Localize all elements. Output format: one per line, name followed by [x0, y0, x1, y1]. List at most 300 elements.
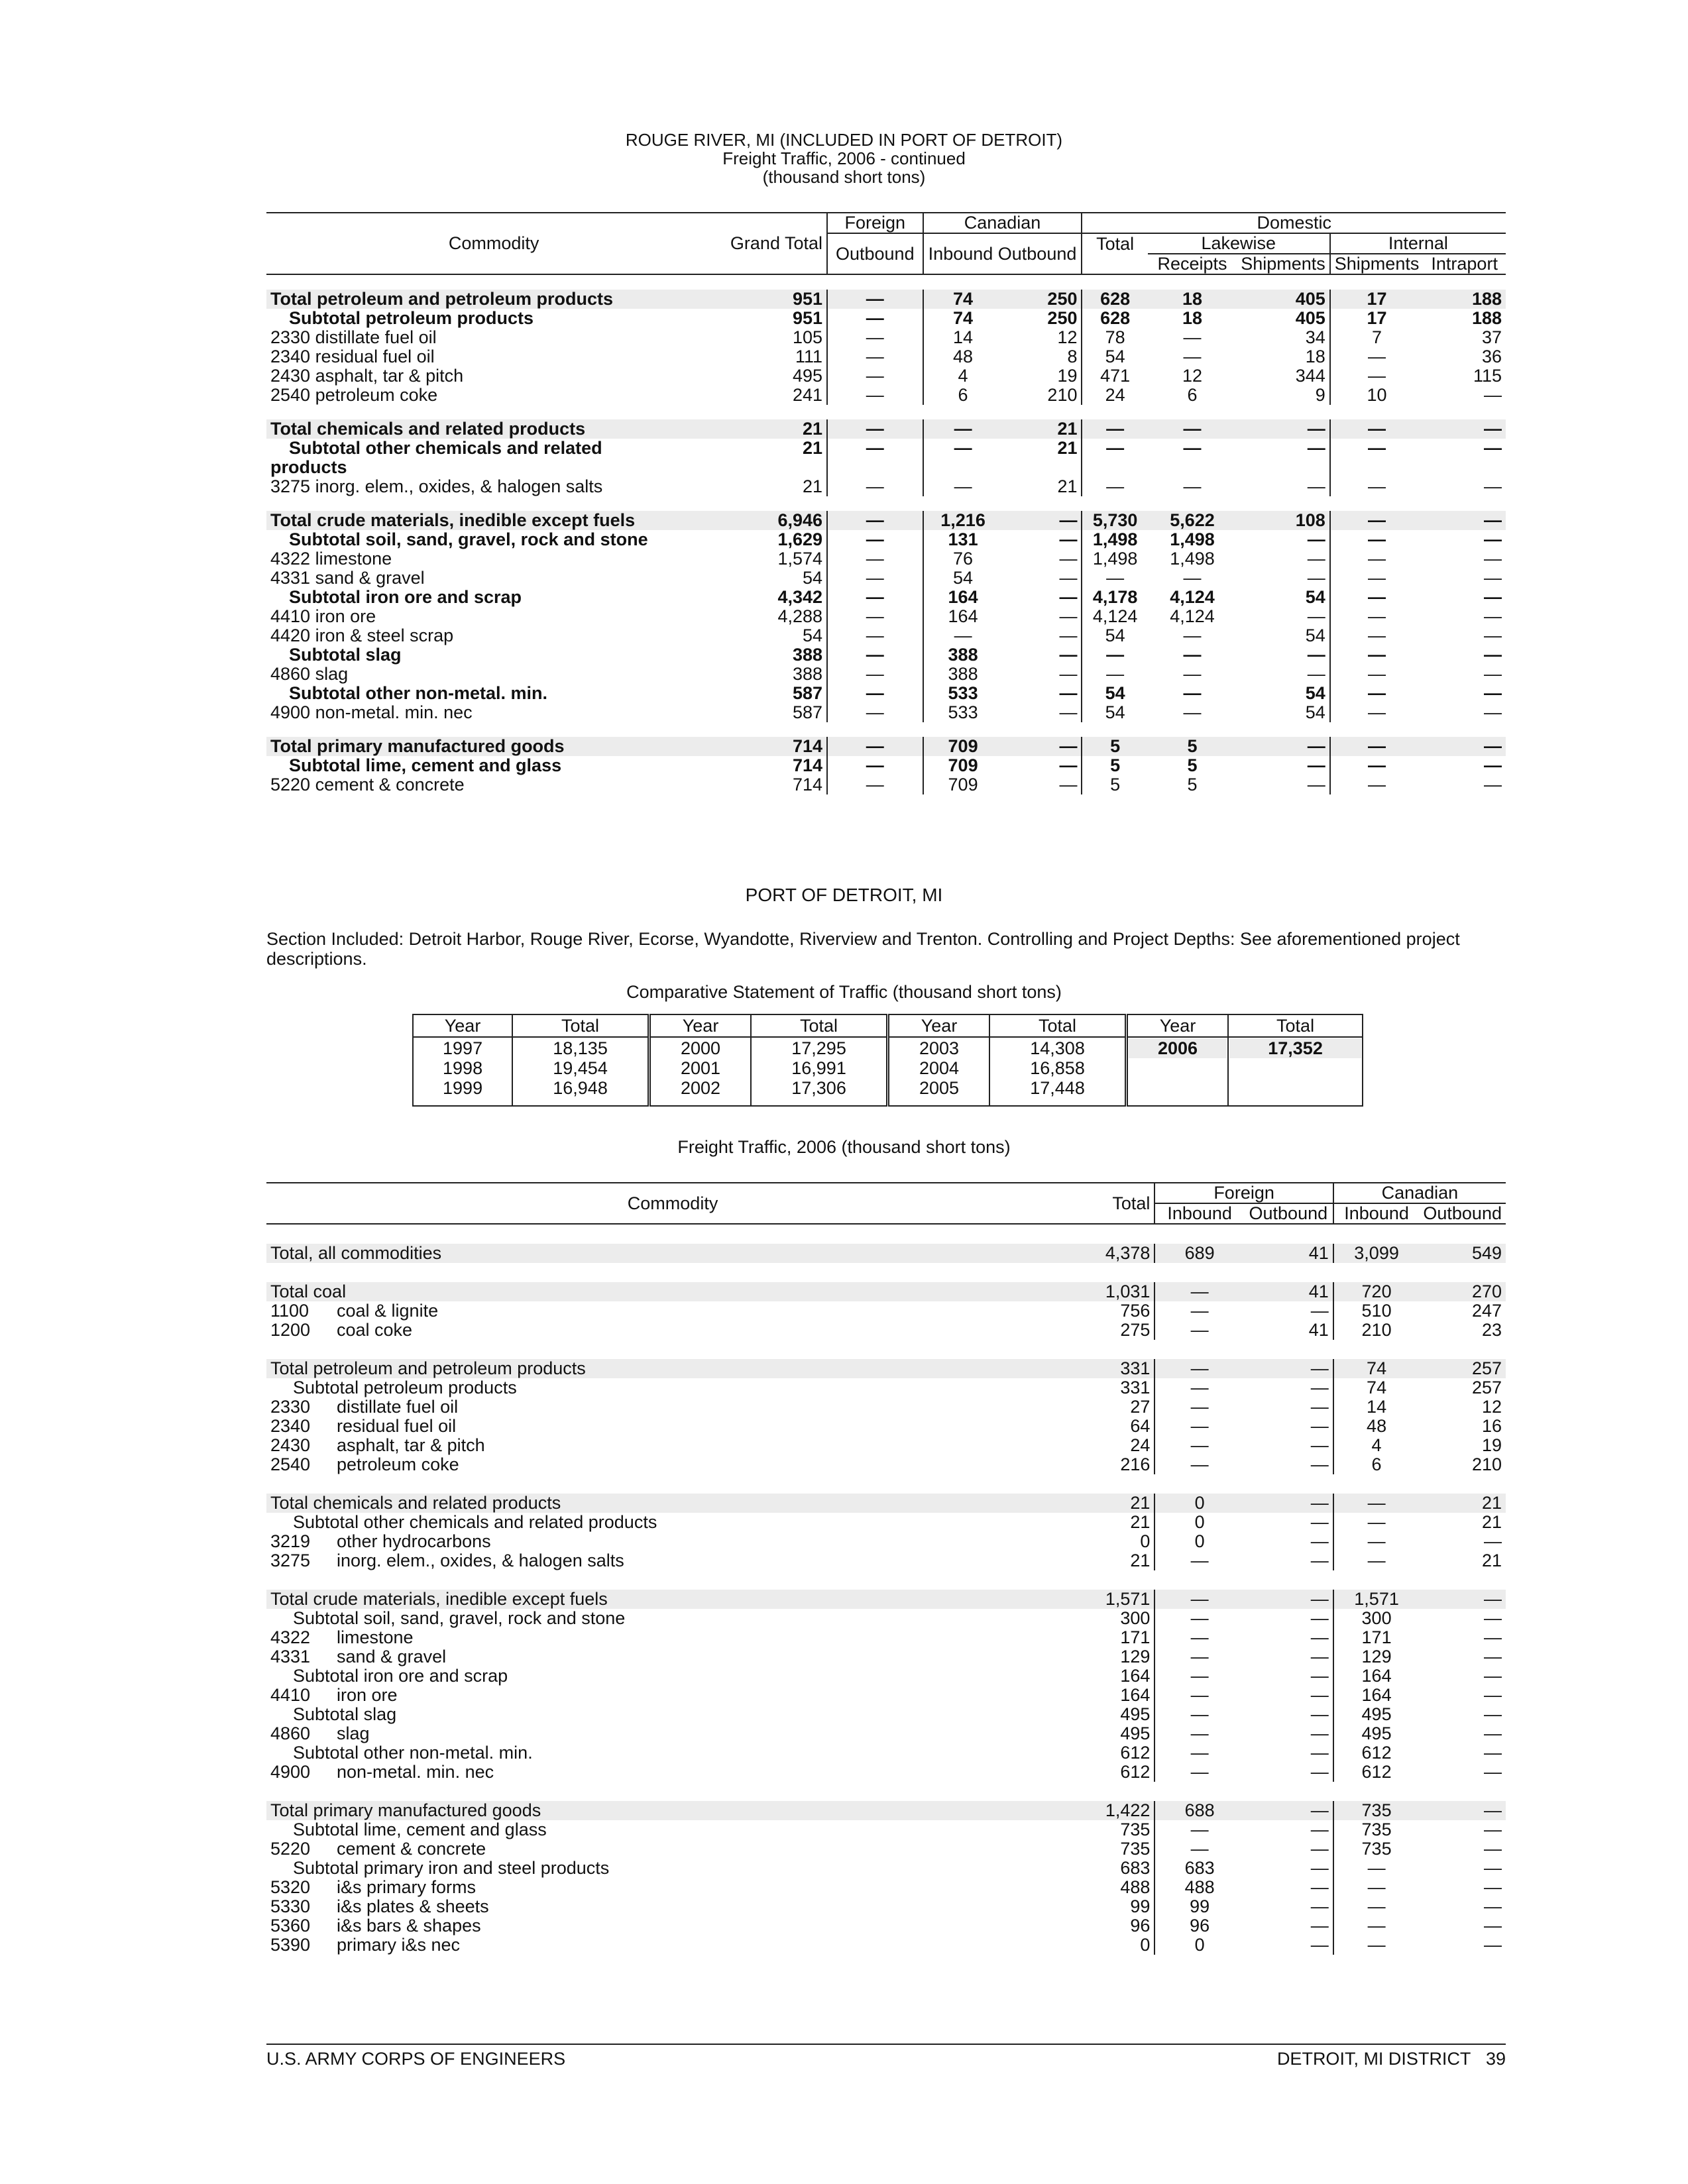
commodity-code: 5320	[270, 1877, 311, 1897]
value-cell: —	[1154, 1417, 1243, 1436]
commodity-label: products	[270, 457, 347, 477]
spacer-row	[266, 1570, 1506, 1590]
value-cell: —	[1330, 419, 1424, 439]
rouge-units: (thousand short tons)	[762, 167, 926, 187]
rouge-subtitle: Freight Traffic, 2006 - continued	[722, 148, 966, 168]
value-cell: —	[1484, 476, 1502, 496]
table-row	[266, 1417, 1506, 1436]
value-cell: 64	[1130, 1416, 1151, 1436]
value-cell: —	[1183, 327, 1202, 347]
value-cell: —	[1484, 1762, 1502, 1782]
value-cell: —	[1059, 645, 1078, 665]
commodity-label: 2340 residual fuel oil	[270, 347, 435, 366]
value-cell: —	[1484, 1839, 1502, 1859]
value-cell: —	[1310, 1820, 1329, 1839]
header-domestic: Domestic	[1082, 213, 1506, 233]
header-domestic-total: Total	[1082, 233, 1147, 254]
value-cell: —	[1333, 1513, 1420, 1532]
value-cell: 4,124	[1170, 587, 1215, 607]
table-row	[266, 1743, 1506, 1763]
value-cell: —	[827, 366, 923, 386]
value-cell: 533	[923, 684, 1003, 703]
value-cell: —	[1154, 1282, 1243, 1301]
value-cell: —	[1310, 1896, 1329, 1916]
commodity-code: 3219	[270, 1531, 311, 1551]
value-cell: —	[1154, 1397, 1243, 1417]
value-cell: 714	[792, 775, 823, 794]
commodity-name: Subtotal other non-metal. min.	[293, 1743, 533, 1763]
value-cell: —	[1310, 1627, 1329, 1647]
value-cell: —	[1154, 1705, 1243, 1724]
value-cell: 405	[1237, 290, 1330, 309]
value-cell: 18	[1182, 308, 1203, 328]
commodity-label	[266, 1820, 1079, 1839]
value-cell: 0	[1154, 1513, 1243, 1532]
value-cell: 275	[1120, 1320, 1151, 1340]
value-cell: —	[1330, 665, 1424, 684]
value-cell: —	[827, 626, 923, 645]
table-row	[266, 1859, 1506, 1878]
value-cell: 23	[1481, 1320, 1502, 1340]
value-cell: 471	[1082, 366, 1147, 386]
value-cell: —	[1484, 1877, 1502, 1897]
commodity-label	[266, 1494, 1079, 1513]
cmp-header-total: Total	[512, 1014, 649, 1037]
cmp-totals: 17,295 16,991 17,306	[751, 1037, 887, 1106]
value-cell: —	[1484, 1666, 1502, 1686]
value-cell: —	[1310, 1877, 1329, 1897]
commodity-name: i&s primary forms	[337, 1877, 477, 1897]
value-cell: 131	[923, 530, 1003, 549]
cmp-years: 2006	[1126, 1037, 1228, 1106]
value-cell: —	[1484, 1858, 1502, 1878]
section-included-text: Section Included: Detroit Harbor, Rouge River, Ecorse, Wyandotte, Riverview and Trenton. Controlling and Project Depths: See aforementioned project descriptions.	[266, 929, 1460, 969]
commodity-code: 1200	[270, 1320, 311, 1340]
value-cell: 96	[1154, 1916, 1243, 1936]
table-row	[266, 1551, 1506, 1570]
table-row	[266, 1686, 1506, 1705]
value-cell: 4	[1333, 1436, 1420, 1455]
value-cell: —	[1310, 1935, 1329, 1955]
commodity-label: 4860 slag	[270, 664, 349, 684]
commodity-label: Subtotal slag	[289, 645, 402, 665]
commodity-name: Total petroleum and petroleum products	[270, 1358, 586, 1378]
value-cell: 164	[1120, 1666, 1151, 1686]
cmp-header-total: Total	[751, 1014, 887, 1037]
commodity-label	[266, 1321, 1079, 1340]
value-cell: —	[1333, 1551, 1420, 1570]
value-cell: 171	[1120, 1627, 1151, 1647]
cmp-totals: 17,352	[1228, 1037, 1363, 1106]
value-cell: —	[1330, 703, 1424, 722]
header-canadian: Canadian	[923, 213, 1082, 233]
value-cell: 188	[1423, 290, 1506, 309]
freight-header-canadian-inbound: Inbound	[1333, 1203, 1420, 1224]
value-cell: —	[1082, 645, 1147, 665]
value-cell: 19	[1057, 366, 1078, 386]
value-cell: 1,498	[1082, 549, 1147, 569]
value-cell: 388	[923, 645, 1003, 665]
value-cell	[1003, 458, 1082, 477]
commodity-code: 4331	[270, 1647, 311, 1666]
commodity-label	[266, 1936, 1079, 1955]
page-number: 39	[1485, 2049, 1506, 2069]
commodity-label: 5220 cement & concrete	[270, 775, 465, 794]
commodity-name: Total chemicals and related products	[270, 1493, 561, 1513]
commodity-name: Subtotal soil, sand, gravel, rock and stone	[293, 1608, 626, 1628]
header-foreign-outbound: Outbound	[827, 233, 923, 274]
table-row	[266, 588, 1506, 607]
value-cell: 21	[1419, 1494, 1506, 1513]
commodity-code: 4860	[270, 1723, 311, 1743]
commodity-label	[266, 1436, 1079, 1455]
value-cell: 48	[1333, 1417, 1420, 1436]
commodity-code: 4900	[270, 1762, 311, 1782]
value-cell: —	[1183, 626, 1202, 645]
value-cell: —	[1310, 1454, 1329, 1474]
value-cell: —	[1484, 587, 1502, 607]
value-cell: 612	[1120, 1743, 1151, 1763]
table-row	[266, 684, 1506, 703]
table-row	[266, 1666, 1506, 1686]
value-cell: 24	[1082, 386, 1147, 405]
value-cell: 21	[721, 419, 827, 439]
value-cell: 21	[802, 438, 823, 458]
value-cell: 8	[1067, 347, 1078, 366]
value-cell: 4,288	[777, 606, 823, 626]
value-cell: —	[1183, 476, 1202, 496]
value-cell: —	[1484, 775, 1502, 794]
commodity-name: slag	[337, 1723, 370, 1743]
value-cell: 4,124	[1170, 606, 1215, 626]
value-cell: —	[1183, 438, 1202, 458]
spacer-row	[266, 722, 1506, 737]
table-row	[266, 1609, 1506, 1628]
value-cell: —	[1310, 1378, 1329, 1397]
value-cell: 74	[923, 290, 1003, 309]
cmp-years: 1997 1998 1999	[413, 1037, 512, 1106]
value-cell: —	[1307, 775, 1325, 794]
value-cell: 1,498	[1082, 530, 1147, 549]
value-cell: 14	[1333, 1397, 1420, 1417]
value-cell: —	[1154, 1666, 1243, 1686]
table-row	[266, 1897, 1506, 1916]
value-cell: —	[1059, 587, 1078, 607]
commodity-label: Subtotal soil, sand, gravel, rock and stone	[289, 529, 648, 549]
value-cell: 41	[1244, 1282, 1333, 1301]
value-cell: 5	[1082, 756, 1147, 775]
commodity-label	[266, 1897, 1079, 1916]
value-cell: —	[1310, 1531, 1329, 1551]
comparative-title: Comparative Statement of Traffic (thousand short tons)	[626, 982, 1062, 1002]
value-cell: 54	[1305, 683, 1325, 703]
value-cell: —	[1310, 1301, 1329, 1321]
value-cell: —	[923, 419, 1003, 439]
value-cell: 21	[1079, 1494, 1154, 1513]
cmp-header-year: Year	[887, 1014, 989, 1037]
commodity-label	[266, 1513, 1079, 1532]
value-cell: 735	[1333, 1820, 1420, 1839]
value-cell: —	[1310, 1647, 1329, 1666]
value-cell: —	[1330, 775, 1424, 794]
table-row	[266, 1455, 1506, 1474]
table-row	[266, 607, 1506, 626]
value-cell: —	[1310, 1551, 1329, 1570]
spacer-row	[266, 1782, 1506, 1801]
commodity-name: limestone	[337, 1627, 414, 1647]
value-cell: —	[1059, 702, 1078, 722]
value-cell: —	[1333, 1494, 1420, 1513]
value-cell: 510	[1333, 1301, 1420, 1321]
value-cell: —	[1059, 755, 1078, 775]
value-cell: 250	[1003, 290, 1082, 309]
table-row	[266, 569, 1506, 588]
header-int-shipments: Shipments	[1330, 254, 1424, 274]
commodity-name: residual fuel oil	[337, 1416, 457, 1436]
commodity-name: distillate fuel oil	[337, 1397, 459, 1417]
commodity-label	[266, 1686, 1079, 1705]
value-cell: 250	[1047, 308, 1078, 328]
value-cell: —	[1484, 1916, 1502, 1936]
value-cell: —	[827, 386, 923, 405]
value-cell: 99	[1130, 1896, 1151, 1916]
value-cell: 5	[1148, 737, 1237, 756]
commodity-label: 4420 iron & steel scrap	[270, 626, 454, 645]
commodity-name: non-metal. min. nec	[337, 1762, 494, 1782]
value-cell: —	[923, 439, 1003, 458]
value-cell: —	[1154, 1359, 1243, 1378]
table-row	[266, 1705, 1506, 1724]
table-row	[266, 1513, 1506, 1532]
value-cell: 735	[1120, 1820, 1151, 1839]
value-cell: 36	[1481, 347, 1502, 366]
table-row	[266, 645, 1506, 665]
value-cell: —	[1330, 626, 1424, 645]
value-cell: 17	[1330, 290, 1424, 309]
value-cell: —	[1154, 1436, 1243, 1455]
value-cell: 331	[1079, 1359, 1154, 1378]
commodity-label: Subtotal other non-metal. min.	[289, 683, 547, 703]
header-canadian-inout: Inbound Outbound	[923, 233, 1082, 274]
table-row	[266, 775, 1506, 794]
value-cell: 21	[1481, 1551, 1502, 1570]
commodity-label: 4331 sand & gravel	[270, 568, 425, 588]
value-cell: 210	[1471, 1454, 1502, 1474]
freight-title: Freight Traffic, 2006 (thousand short tons)	[677, 1137, 1011, 1157]
table-row	[266, 530, 1506, 549]
table-row	[266, 1436, 1506, 1455]
commodity-code: 4410	[270, 1685, 311, 1705]
value-cell: —	[1310, 1608, 1329, 1628]
value-cell: 4	[923, 366, 1003, 386]
value-cell: 628	[1082, 309, 1147, 328]
commodity-label	[266, 1282, 1079, 1301]
value-cell: —	[1244, 1494, 1333, 1513]
value-cell: 54	[923, 569, 1003, 588]
value-cell: —	[1330, 737, 1424, 756]
value-cell: 714	[721, 737, 827, 756]
value-cell: —	[1484, 626, 1502, 645]
commodity-label: 3275 inorg. elem., oxides, & halogen salts	[270, 476, 603, 496]
table-row	[266, 1282, 1506, 1301]
commodity-name: other hydrocarbons	[337, 1531, 491, 1551]
value-cell: —	[1310, 1397, 1329, 1417]
value-cell: 344	[1295, 366, 1325, 386]
table-row	[266, 1916, 1506, 1936]
value-cell: —	[1154, 1321, 1243, 1340]
header-receipts: Receipts	[1157, 254, 1227, 274]
comparative-table	[412, 1014, 1363, 1107]
value-cell: 1,498	[1170, 549, 1215, 569]
value-cell: —	[1154, 1301, 1243, 1321]
value-cell: 488	[1120, 1877, 1151, 1897]
value-cell: —	[1310, 1762, 1329, 1782]
value-cell: —	[1183, 347, 1202, 366]
value-cell	[721, 458, 827, 477]
value-cell: 1,574	[777, 549, 823, 569]
value-cell: 18	[1305, 347, 1325, 366]
value-cell: 270	[1419, 1282, 1506, 1301]
value-cell: 54	[1305, 587, 1325, 607]
freight-header-commodity: Commodity	[627, 1193, 718, 1213]
value-cell: —	[1484, 1685, 1502, 1705]
value-cell: —	[827, 309, 923, 328]
value-cell: —	[1244, 1801, 1333, 1820]
value-cell: 0	[1154, 1532, 1243, 1551]
value-cell: 164	[1120, 1685, 1151, 1705]
table-row	[266, 290, 1506, 309]
table-row	[266, 1936, 1506, 1955]
value-cell: 5	[1082, 775, 1147, 794]
value-cell: —	[1484, 1647, 1502, 1666]
value-cell: —	[827, 511, 923, 530]
table-row	[266, 1590, 1506, 1609]
commodity-label: Subtotal iron ore and scrap	[289, 587, 522, 607]
value-cell: —	[1237, 419, 1330, 439]
value-cell: —	[1059, 626, 1078, 645]
table-row	[266, 347, 1506, 366]
commodity-name: Subtotal slag	[293, 1704, 397, 1724]
value-cell: 709	[923, 775, 1003, 794]
value-cell: —	[1330, 511, 1424, 530]
commodity-name: Total crude materials, inedible except fuels	[270, 1589, 608, 1609]
table-row	[266, 1244, 1506, 1263]
value-cell: —	[1307, 476, 1325, 496]
header-grand-total: Grand Total	[730, 233, 823, 253]
value-cell: 1,629	[777, 529, 823, 549]
value-cell: —	[1484, 529, 1502, 549]
commodity-code: 2540	[270, 1454, 311, 1474]
value-cell: —	[1310, 1685, 1329, 1705]
value-cell: —	[1310, 1704, 1329, 1724]
value-cell: —	[1310, 1666, 1329, 1686]
value-cell: —	[827, 588, 923, 607]
table-row	[266, 439, 1506, 458]
value-cell: 41	[1244, 1244, 1333, 1263]
value-cell: 18	[1148, 290, 1237, 309]
value-cell: 495	[1120, 1704, 1151, 1724]
value-cell	[1148, 458, 1237, 477]
table-row	[266, 458, 1506, 477]
value-cell: 612	[1120, 1762, 1151, 1782]
value-cell: 257	[1419, 1359, 1506, 1378]
cmp-years: 2003 2004 2005	[887, 1037, 989, 1106]
value-cell: 171	[1333, 1628, 1420, 1647]
commodity-label	[266, 1647, 1079, 1666]
value-cell: 24	[1130, 1435, 1151, 1455]
header-lakewise: Lakewise	[1148, 233, 1330, 254]
value-cell: —	[827, 607, 923, 626]
freight-header-total: Total	[1112, 1193, 1151, 1213]
value-cell: 612	[1333, 1763, 1420, 1782]
commodity-label: Total crude materials, inedible except fuels	[266, 511, 721, 530]
value-cell: 5,730	[1082, 511, 1147, 530]
value-cell: —	[1484, 755, 1502, 775]
value-cell: —	[827, 477, 923, 496]
value-cell: 164	[1333, 1686, 1420, 1705]
value-cell: 951	[792, 308, 823, 328]
footer-district: DETROIT, MI DISTRICT	[1276, 2049, 1471, 2069]
table-row	[266, 1839, 1506, 1859]
value-cell: —	[1484, 1704, 1502, 1724]
header-shipments: Shipments	[1241, 254, 1325, 274]
value-cell: 0	[1140, 1935, 1151, 1955]
value-cell: 533	[923, 703, 1003, 722]
value-cell: —	[827, 737, 923, 756]
freight-header-foreign-outbound: Outbound	[1249, 1203, 1328, 1223]
commodity-code: 5390	[270, 1935, 311, 1955]
value-cell: 54	[1082, 703, 1147, 722]
value-cell: 111	[795, 347, 823, 366]
value-cell: 1,571	[1079, 1590, 1154, 1609]
rouge-title: ROUGE RIVER, MI (INCLUDED IN PORT OF DETROIT)	[625, 130, 1063, 150]
value-cell: 1,498	[1170, 529, 1215, 549]
commodity-code: 5330	[270, 1896, 311, 1916]
value-cell: —	[1244, 1590, 1333, 1609]
value-cell: —	[1310, 1839, 1329, 1859]
commodity-label: Total petroleum and petroleum products	[266, 290, 721, 309]
value-cell: 300	[1120, 1608, 1151, 1628]
value-cell: —	[827, 419, 923, 439]
table-row	[266, 1359, 1506, 1378]
commodity-name: iron ore	[337, 1685, 398, 1705]
value-cell: 7	[1330, 328, 1424, 347]
value-cell: 216	[1120, 1454, 1151, 1474]
commodity-label	[266, 1455, 1079, 1474]
value-cell: —	[923, 626, 1003, 645]
value-cell: —	[1059, 529, 1078, 549]
value-cell: 4,378	[1079, 1244, 1154, 1263]
value-cell: 188	[1471, 308, 1502, 328]
value-cell: 3,099	[1333, 1244, 1420, 1263]
value-cell: 129	[1333, 1647, 1420, 1666]
value-cell: —	[1082, 419, 1147, 439]
spacer-row	[266, 1474, 1506, 1494]
commodity-label	[266, 1743, 1079, 1763]
value-cell: —	[1310, 1512, 1329, 1532]
value-cell: 488	[1154, 1878, 1243, 1897]
value-cell: 495	[1120, 1723, 1151, 1743]
value-cell: 210	[1333, 1321, 1420, 1340]
commodity-label	[266, 1551, 1079, 1570]
value-cell: 21	[802, 476, 823, 496]
value-cell: —	[1330, 477, 1424, 496]
table-row	[266, 1647, 1506, 1666]
value-cell: —	[1059, 775, 1078, 794]
table-row	[266, 477, 1506, 496]
value-cell: —	[1059, 549, 1078, 569]
value-cell: 1,031	[1079, 1282, 1154, 1301]
